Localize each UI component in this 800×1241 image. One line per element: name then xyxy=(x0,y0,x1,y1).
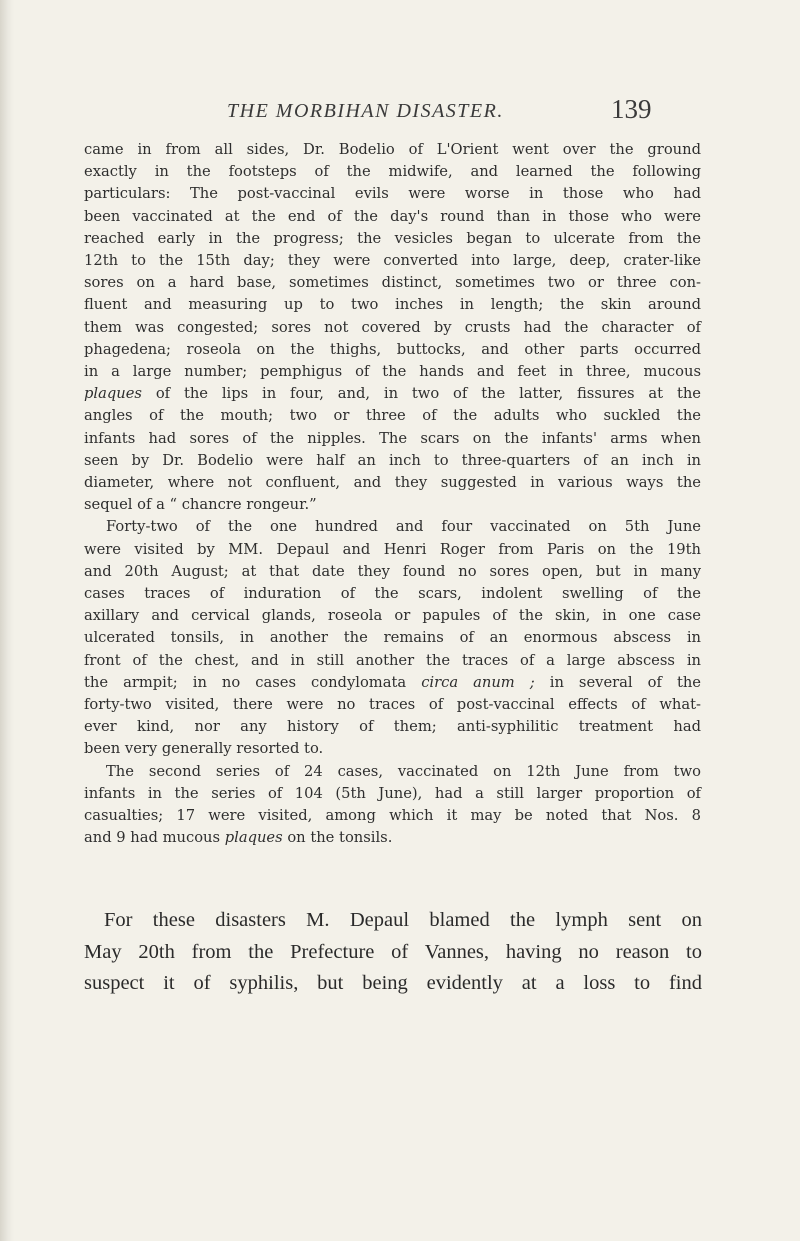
text-line: seen by Dr. Bodelio were half an inch to three-quarters of an inch in xyxy=(84,451,701,469)
text-line: been very generally resorted to. xyxy=(84,740,324,758)
text-line: The second series of 24 cases, vaccinated on 12th June from two xyxy=(106,762,701,780)
text-line: sores on a hard base, sometimes distinct, sometimes two or three con- xyxy=(84,274,701,292)
text-fragment: on the tonsils. xyxy=(287,829,393,847)
page-number: 139 xyxy=(611,94,652,124)
italic-term: plaques xyxy=(84,385,142,403)
text-line: 12th to the 15th day; they were converted into large, deep, crater-like xyxy=(84,252,701,270)
text-line: infants in the series of 104 (5th June), had a still larger proportion of xyxy=(84,784,701,802)
text-line: casualties; 17 were visited, among which it may be noted that Nos. 8 xyxy=(84,807,701,825)
running-title: THE MORBIHAN DISASTER. xyxy=(227,100,504,122)
text-line: been vaccinated at the end of the day's round than in those who were xyxy=(84,207,701,225)
large-type-paragraph xyxy=(84,905,702,1000)
text-line: axillary and cervical glands, roseola or papules of the skin, in one case xyxy=(84,607,701,625)
text-line: phagedena; roseola on the thighs, buttocks, and other parts occurred xyxy=(84,340,701,358)
page-binding-shadow xyxy=(0,0,14,1241)
text-line: them was congested; sores not covered by crusts had the character of xyxy=(84,318,701,336)
text-line: in a large number; pemphigus of the hands and feet in three, mucous xyxy=(84,363,701,381)
text-line: and 20th August; at that date they found no sores open, but in many xyxy=(84,562,701,580)
text-line: particulars: The post-vaccinal evils were worse in those who had xyxy=(84,185,701,203)
text-line: angles of the mouth; two or three of the adults who suckled the xyxy=(84,407,701,425)
text-line: forty-two visited, there were no traces of post-vaccinal effects of what- xyxy=(84,696,701,714)
paragraph-2 xyxy=(84,516,701,760)
text-line-with-italic xyxy=(84,383,701,405)
text-line: came in from all sides, Dr. Bodelio of L'Orient went over the ground xyxy=(84,141,701,158)
text-line: reached early in the progress; the vesicles began to ulcerate from the xyxy=(84,229,701,247)
text-line: were visited by MM. Depaul and Henri Roger from Paris on the 19th xyxy=(84,540,701,558)
paragraph-1 xyxy=(84,139,701,516)
text-line: May 20th from the Prefecture of Vannes, having no reason to xyxy=(84,940,702,963)
text-line: For these disasters M. Depaul blamed the lymph sent on xyxy=(104,909,702,931)
page-header xyxy=(0,94,800,140)
text-line: sequel of a “ chancre rongeur.” xyxy=(84,496,317,514)
text-line: cases traces of induration of the scars, indolent swelling of the xyxy=(84,585,701,603)
italic-term: plaques xyxy=(224,829,283,847)
text-line: diameter, where not confluent, and they suggested in various ways the xyxy=(84,474,701,492)
text-line: fluent and measuring up to two inches in length; the skin around xyxy=(84,296,701,314)
text-line: Forty-two of the one hundred and four vaccinated on 5th June xyxy=(106,518,701,536)
paragraph-3 xyxy=(84,761,701,850)
text-line: front of the chest, and in still another the traces of a large abscess in xyxy=(84,651,701,669)
text-fragment: the armpit; in no cases condylomata xyxy=(84,673,407,691)
text-line-with-italic xyxy=(84,672,701,694)
text-fragment: of the lips in four, and, in two of the latter, fissures at the xyxy=(155,385,701,403)
text-line: infants had sores of the nipples. The scars on the infants' arms when xyxy=(84,429,701,447)
italic-term: circa anum ; xyxy=(421,673,535,691)
text-line: exactly in the footsteps of the midwife, and learned the following xyxy=(84,163,701,181)
body-text xyxy=(84,139,701,850)
text-line-with-italic xyxy=(84,827,701,849)
text-line: ulcerated tonsils, in another the remains of an enormous abscess in xyxy=(84,629,701,647)
text-fragment: in several of the xyxy=(549,673,702,691)
text-fragment: and 9 had mucous xyxy=(84,829,221,847)
text-line: suspect it of syphilis, but being evidently at a loss to find xyxy=(84,972,702,994)
text-line: ever kind, nor any history of them; anti-syphilitic treatment had xyxy=(84,718,701,736)
